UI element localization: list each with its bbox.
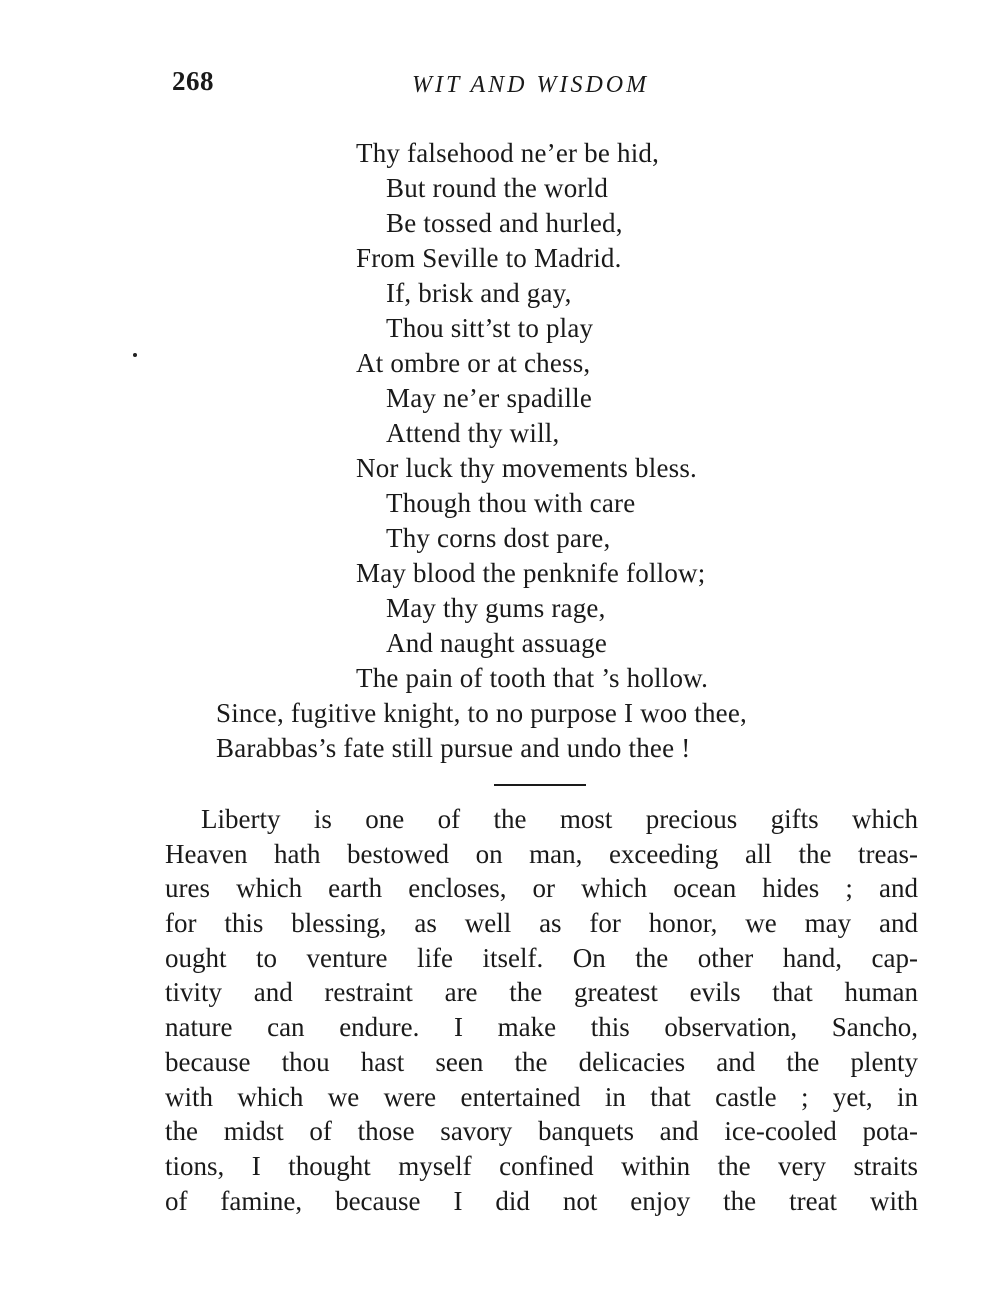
prose-paragraph xyxy=(165,802,918,1218)
poem-line: The pain of tooth that ’s hollow. xyxy=(356,663,709,693)
poem-line: Nor luck thy movements bless. xyxy=(356,453,698,483)
prose-line: of famine, because I did not enjoy the treat with xyxy=(165,1185,918,1216)
prose-line: nature can endure. I make this observation, Sancho, xyxy=(165,1012,918,1043)
poem-line: May blood the penknife follow; xyxy=(356,558,706,588)
poem-line: But round the world xyxy=(386,173,609,203)
poem-line: May thy gums rage, xyxy=(386,593,606,623)
poem-line: Attend thy will, xyxy=(386,418,560,448)
section-divider xyxy=(494,784,586,786)
prose-line: with which we were entertained in that castle ; yet, in xyxy=(165,1081,918,1112)
prose-line: Liberty is one of the most precious gifts which xyxy=(201,804,918,834)
prose-line: the midst of those savory banquets and ice-cooled pota- xyxy=(165,1116,918,1147)
poem-line: Be tossed and hurled, xyxy=(386,208,623,238)
poem-line: May ne’er spadille xyxy=(386,383,593,413)
prose-line: Heaven hath bestowed on man, exceeding all the treas- xyxy=(165,838,918,869)
page-number: 268 xyxy=(172,66,214,96)
poem-line: From Seville to Madrid. xyxy=(356,243,622,273)
poem-line: Since, fugitive knight, to no purpose I woo thee, xyxy=(216,698,747,728)
poem-line: Barabbas’s fate still pursue and undo thee ! xyxy=(216,733,691,763)
prose-line: for this blessing, as well as for honor, we may and xyxy=(165,908,918,939)
prose-line: ures which earth encloses, or which ocean hides ; and xyxy=(165,873,918,904)
poem-line: And naught assuage xyxy=(386,628,608,658)
prose-line: because thou hast seen the delicacies and the plenty xyxy=(165,1046,918,1077)
print-speck xyxy=(133,353,137,357)
prose-line: tivity and restraint are the greatest evils that human xyxy=(165,977,918,1008)
poem-line: Thou sitt’st to play xyxy=(386,313,594,343)
page-header xyxy=(0,66,1000,106)
poem-line: If, brisk and gay, xyxy=(386,278,572,308)
running-title: WIT AND WISDOM xyxy=(412,72,650,98)
poem-line: Thy corns dost pare, xyxy=(386,523,611,553)
prose-line: tions, I thought myself confined within the very straits xyxy=(165,1150,918,1181)
poem-line: At ombre or at chess, xyxy=(356,348,591,378)
poem-line: Thy falsehood ne’er be hid, xyxy=(356,138,660,168)
poem-line: Though thou with care xyxy=(386,488,636,518)
prose-line: ought to venture life itself. On the other hand, cap- xyxy=(165,942,918,973)
